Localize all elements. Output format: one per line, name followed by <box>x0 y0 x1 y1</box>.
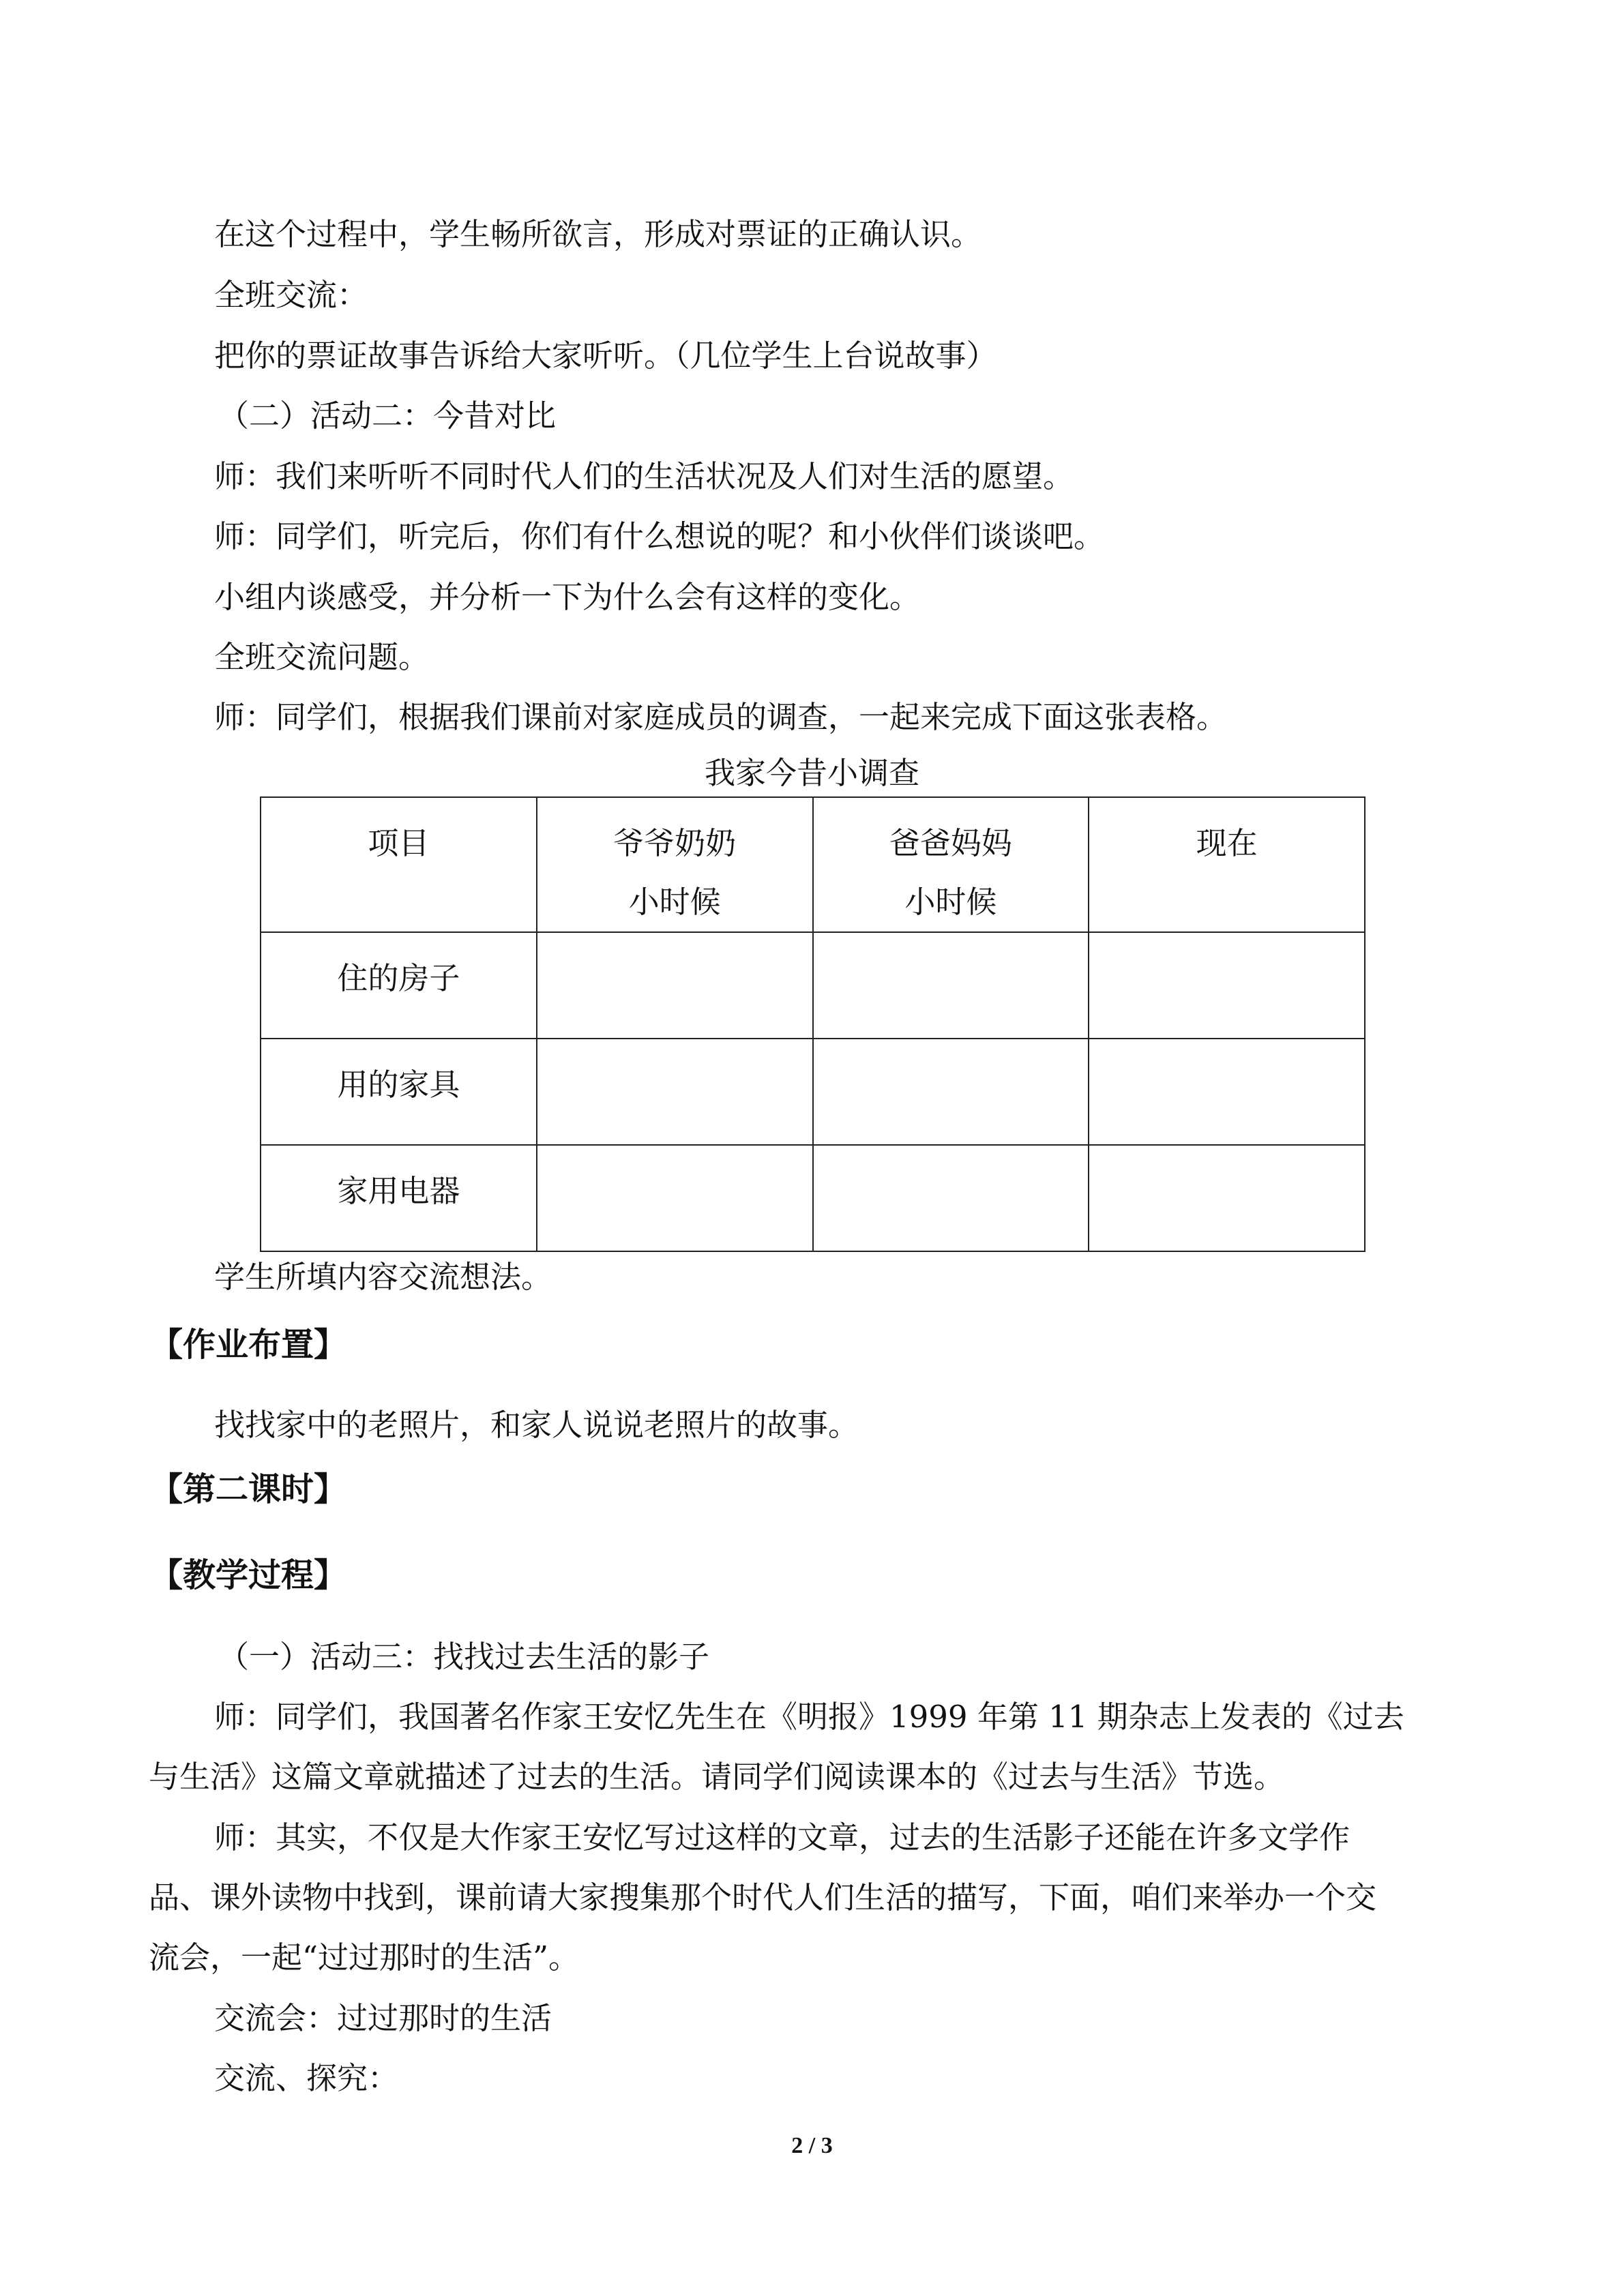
table-cell <box>537 1039 813 1145</box>
table-header-row <box>261 797 1365 932</box>
paragraph: 师：同学们，我国著名作家王安忆先生在《明报》1999 年第 11 期杂志上发表的《过去 <box>214 1699 1404 1735</box>
table-cell <box>1089 932 1365 1039</box>
paragraph: 师：我们来听听不同时代人们的生活状况及人们对生活的愿望。 <box>214 458 1074 494</box>
header-cell <box>813 797 1089 932</box>
paragraph: 交流、探究： <box>214 2060 399 2096</box>
table-row <box>261 932 1365 1039</box>
header-label: 项目 <box>368 825 430 861</box>
paragraph: 全班交流问题。 <box>214 639 430 675</box>
table-cell <box>537 1145 813 1251</box>
header-sublabel: 小时候 <box>628 884 721 920</box>
paragraph: 把你的票证故事告诉给大家听听。（几位学生上台说故事） <box>214 338 997 374</box>
table-row <box>261 1145 1365 1251</box>
paragraph: 与生活》这篇文章就描述了过去的生活。请同学们阅读课本的《过去与生活》节选。 <box>149 1759 1285 1795</box>
paragraph: 小组内谈感受，并分析一下为什么会有这样的变化。 <box>214 579 921 615</box>
table-cell <box>813 1039 1089 1145</box>
row-label: 住的房子 <box>261 932 537 1039</box>
header-label: 现在 <box>1196 825 1258 861</box>
section-heading-homework: 【作业布置】 <box>150 1326 347 1364</box>
page-number: 2 / 3 <box>791 2133 833 2158</box>
paragraph: 师：同学们，听完后，你们有什么想说的呢？和小伙伴们谈谈吧。 <box>214 518 1105 554</box>
row-label: 用的家具 <box>261 1039 537 1145</box>
table-cell <box>1089 1145 1365 1251</box>
section-heading-process: 【教学过程】 <box>150 1556 347 1594</box>
paragraph: 在这个过程中，学生畅所欲言，形成对票证的正确认识。 <box>214 216 982 252</box>
subsection-title: （一）活动三：找找过去生活的影子 <box>218 1639 710 1675</box>
paragraph: 品、课外读物中找到，课前请大家搜集那个时代人们生活的描写，下面，咱们来举办一个交 <box>149 1879 1377 1915</box>
row-label: 家用电器 <box>261 1145 537 1251</box>
subsection-title: （二）活动二：今昔对比 <box>218 398 557 434</box>
paragraph: 全班交流： <box>214 277 368 313</box>
table-caption: 我家今昔小调查 <box>704 755 919 791</box>
paragraph: 找找家中的老照片，和家人说说老照片的故事。 <box>214 1407 859 1443</box>
paragraph: 学生所填内容交流想法。 <box>214 1259 552 1295</box>
header-cell <box>261 797 537 932</box>
header-cell <box>1089 797 1365 932</box>
table-cell <box>813 932 1089 1039</box>
paragraph: 师：其实，不仅是大作家王安忆写过这样的文章，过去的生活影子还能在许多文学作 <box>214 1819 1350 1855</box>
table-cell <box>537 932 813 1039</box>
header-sublabel: 小时候 <box>904 884 997 920</box>
paragraph: 师：同学们，根据我们课前对家庭成员的调查，一起来完成下面这张表格。 <box>214 699 1228 735</box>
paragraph: 流会，一起“过过那时的生活”。 <box>149 1939 580 1976</box>
section-heading-lesson2: 【第二课时】 <box>150 1470 347 1508</box>
table-cell <box>1089 1039 1365 1145</box>
table-row <box>261 1039 1365 1145</box>
header-label: 爷爷奶奶 <box>613 825 737 861</box>
paragraph: 交流会：过过那时的生活 <box>214 2000 552 2036</box>
table-cell <box>813 1145 1089 1251</box>
header-cell <box>537 797 813 932</box>
survey-table <box>260 796 1365 1252</box>
header-label: 爸爸妈妈 <box>889 825 1012 861</box>
